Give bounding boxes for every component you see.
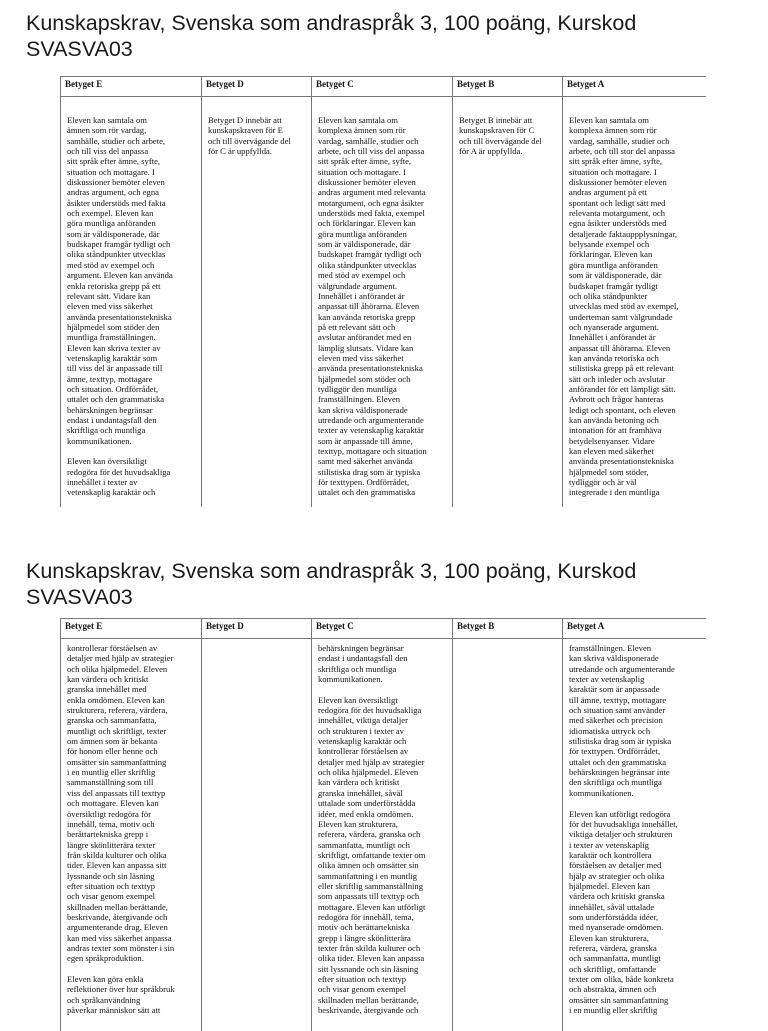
header-grade-d: Betyget D [202,77,312,97]
cell-grade-c: behärskningen begränsar endast i undantagsfall den skriftliga och muntliga kommunikationen. Eleven kan översiktligt redogöra för det huvudsakliga innehållet, viktiga detaljer och strukturen i texter av vetenskaplig karaktär och kontrollerar förståelsen av detaljer med hjälp av strategier och olika hjälpmedel. Eleven kan värdera och kritiskt granska innehållet, såväl uttalade som underförstådda idéer, med enkla omdömen. Eleven kan strukturera, referera, värdera, granska och sammanfatta, muntligt och skriftligt, omfattande texter om olika ämnen och omsätter sin sammanfattning i en muntlig eller skriftlig sammanställning som anpassats till texttyp och mottagare. Eleven kan utförligt redogöra för innehåll, tema, motiv och berättartekniska grepp i längre skönlitterära texter från skilda kulturer och olika tider. Eleven kan anpassa sitt lyssnande och sin läsning efter situation och texttyp och visar genom exempel skillnaden mellan berättande, beskrivande, återgivande och [312,639,453,1031]
cell-grade-b [453,639,563,1031]
cell-grade-a: framställningen. Eleven kan skriva väldisponerade utredande och argumenterande texter av vetenskaplig karaktär som är anpassade till ämne, texttyp, mottagare och situation samt använder med säkerhet och precision idiomatiska uttryck och stilistiska drag som är typiska för texttypen. Ordförrådet, uttalet och den grammatiska behärskningen begränsar inte den skriftliga och muntliga kommunikationen. Eleven kan utförligt redogöra för det huvudsakliga innehållet, viktiga detaljer och strukturen i texter av vetenskaplig karaktär och kontrollera förståelsen av detaljer med hjälp av strategier och olika hjälpmedel. Eleven kan värdera och kritiskt granska innehållet, såväl uttalade som underförstådda idéer, med nyanserade omdömen. Eleven kan strukturera, referera, värdera, granska och sammanfatta, muntligt och skriftligt, omfattande texter om olika, både konkreta och abstrakta, ämnen och omsätter sin sammanfattning i en muntlig eller skriftlig [563,639,706,1031]
header-grade-c: Betyget C [312,619,453,639]
cell-grade-c: Eleven kan samtala om komplexa ämnen som rör vardag, samhälle, studier och arbete, och till viss del anpassa sitt språk efter ämne, syfte, situation och mottagare. I diskussioner bemöter eleven andras argument med relevanta motargument, och egna åsikter understöds med fakta, exempel och förklaringar. Eleven kan göra muntliga anföranden som är väldisponerade, där budskapet framgår tydligt och olika ståndpunkter utvecklas med stöd av exempel och välgrundade argument. Innehållet i anförandet är anpassat till åhörarna. Eleven kan använda retoriska grepp på ett relevant sätt och avslutar anförandet med en lämplig slutsats. Vidare kan eleven med viss säkerhet använda presentationstekniska hjälpmedel som stöder och tydliggör den muntliga framställningen. Eleven kan skriva väldisponerade utredande och argumenterande texter av vetenskaplig karaktär som är anpassade till ämne, texttyp, mottagare och situation samt med säkerhet använda stilistiska drag som är typiska för texttypen. Ordförrådet, uttalet och den grammatiska [312,97,453,508]
grading-criteria-table [60,618,706,1031]
cell-grade-e: kontrollerar förståelsen av detaljer med hjälp av strategier och olika hjälpmedel. Eleven kan värdera och kritiskt granska innehållet med enkla omdömen. Eleven kan strukturera, referera, värdera, granska och sammanfatta, muntligt och skriftligt, texter om ämnen som är bekanta för honom eller henne och omsätter sin sammanfattning i en muntlig eller skriftlig sammanställning som till viss del anpassats till texttyp och mottagare. Eleven kan översiktligt redogöra för innehåll, tema, motiv och berättartekniska grepp i längre skönlitterära texter från skilda kulturer och olika tider. Eleven kan anpassa sitt lyssnande och sin läsning efter situation och texttyp och visar genom exempel skillnaden mellan berättande, beskrivande, återgivande och argumenterande drag. Eleven kan med viss säkerhet anpassa andras texter som mönster i sin egen språkproduktion. Eleven kan göra enkla reflektioner över hur språkbruk och språkanvändning påverkar människor sätt att [61,639,202,1031]
grading-criteria-table [60,76,706,507]
table-row [61,97,706,508]
header-grade-e: Betyget E [61,77,202,97]
cell-grade-d: Betyget D innebär att kunskapskraven för E och till övervägande del för C är uppfyllda. [202,97,312,508]
header-grade-b: Betyget B [453,619,563,639]
cell-grade-d [202,639,312,1031]
header-grade-a: Betyget A [563,77,706,97]
table-header-row [61,77,706,97]
document-page-2 [0,548,768,1024]
table-header-row [61,619,706,639]
cell-grade-a: Eleven kan samtala om komplexa ämnen som rör vardag, samhälle, studier och arbete, och till stor del anpassa sitt språk efter ämne, syfte, situation och mottagare. I diskussioner bemöter eleven andras argument på ett spontant och ledigt sätt med relevanta motargument, och egna åsikter understöds med detaljerade faktauppplysningar, belysande exempel och förklaringar. Eleven kan göra muntliga anföranden som är väldisponerade, där budskapet framgår tydligt och olika ståndpunkter utvecklas med stöd av exempel, underteman samt välgrundade och nyanserade argument. Innehållet i anförandet är anpassat till åhörarna. Eleven kan använda retoriska och stilistiska grepp på ett relevant sätt och inleder och avslutar anförandet för ett lämpligt sätt. Avbrott och frågor hanteras ledigt och spontant, och eleven kan använda betoning och intonation för att framhäva betydelsenyanser. Vidare kan eleven med säkerhet använda presentationstekniska hjälpmedel som stöder, tydliggör och är väl integrerade i den muntliga [563,97,706,508]
cell-grade-b: Betyget B innebär att kunskapskraven för C och till övervägande del för A är uppfyllda. [453,97,563,508]
header-grade-c: Betyget C [312,77,453,97]
page-title: Kunskapskrav, Svenska som andraspråk 3, 100 poäng, Kurskod SVASVA03 [26,10,746,62]
cell-grade-e: Eleven kan samtala om ämnen som rör vardag, samhälle, studier och arbete, och till viss del anpassa sitt språk efter ämne, syfte, situation och mottagare. I diskussioner bemöter eleven andras argument, och egna åsikter understöds med fakta och exempel. Eleven kan göra muntliga anföranden som är väldisponerade, där budskapet framgår tydligt och olika ståndpunkter utvecklas med stöd av exempel och argument. Eleven kan använda enkla retoriska grepp på ett relevant sätt. Vidare kan eleven med viss säkerhet använda presentationstekniska hjälpmedel som stöder den muntliga framställningen. Eleven kan skriva texter av vetenskaplig karaktär som till viss del är anpassade till ämne, texttyp, mottagare och situation. Ordförrådet, uttalet och den grammatiska behärskningen begränsar endast i undantagsfall den skriftliga och muntliga kommunikationen. Eleven kan översiktligt redogöra för det huvudsakliga innehållet i texter av vetenskaplig karaktär och [61,97,202,508]
header-grade-d: Betyget D [202,619,312,639]
header-grade-e: Betyget E [61,619,202,639]
table-row [61,639,706,1031]
header-grade-b: Betyget B [453,77,563,97]
page-title: Kunskapskrav, Svenska som andraspråk 3, 100 poäng, Kurskod SVASVA03 [26,558,746,610]
header-grade-a: Betyget A [563,619,706,639]
